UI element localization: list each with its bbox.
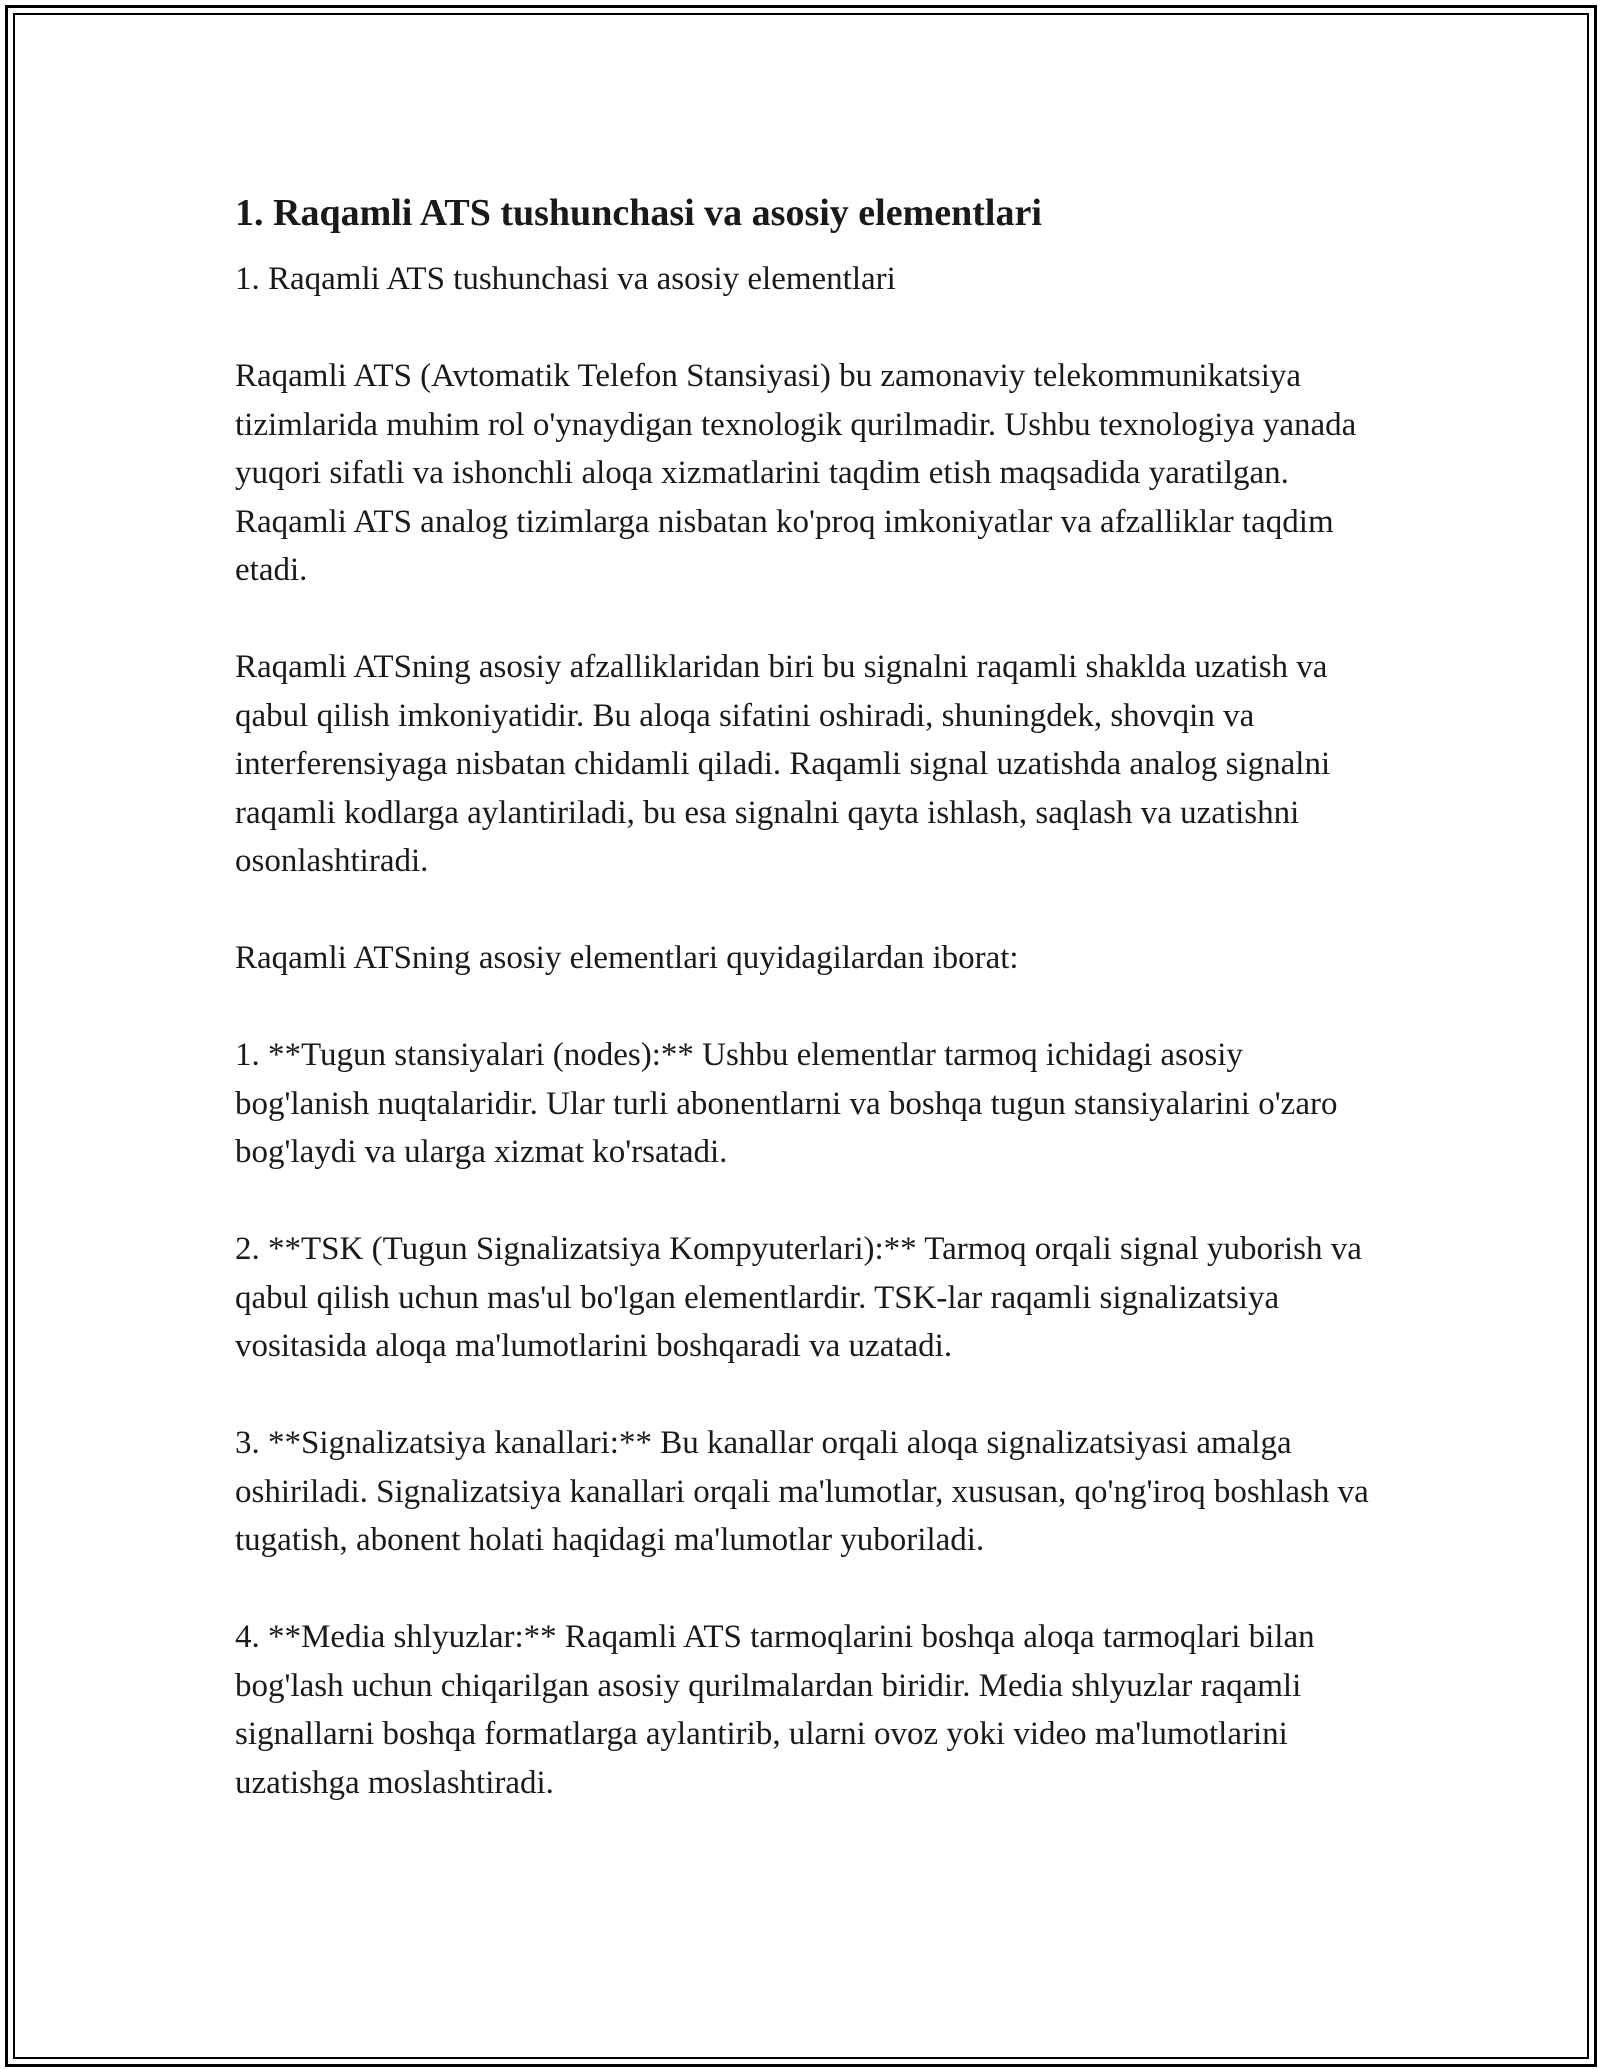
- elements-intro-paragraph: Raqamli ATSning asosiy elementlari quyidagilardan iborat:: [235, 940, 1019, 976]
- list-item-signaling-channels: 3. **Signalizatsiya kanallari:** Bu kanallar orqali aloqa signalizatsiyasi amalga oshiriladi. Signalizatsiya kanallari orqali ma'lumotlar, xususan, qo'ng'iroq boshlash va tugatish, abonent holati haqidagi ma'lumotlar yuboriladi.: [235, 1425, 1369, 1558]
- advantages-paragraph: Raqamli ATSning asosiy afzalliklaridan biri bu signalni raqamli shaklda uzatish va qabul qilish imkoniyatidir. Bu aloqa sifatini oshiradi, shuningdek, shovqin va interferensiyaga nisbatan chidamli qiladi. Raqamli signal uzatishda analog signalni raqamli kodlarga aylantiriladi, bu esa signalni qayta ishlash, saqlash va uzatishni osonlashtiradi.: [235, 649, 1331, 879]
- list-item-tsk: 2. **TSK (Tugun Signalizatsiya Kompyuterlari):** Tarmoq orqali signal yuborish va qabul qilish uchun mas'ul bo'lgan elementlardir. TSK-lar raqamli signalizatsiya vositasida aloqa ma'lumotlarini boshqaradi va uzatadi.: [235, 1231, 1362, 1364]
- list-item-nodes: 1. **Tugun stansiyalari (nodes):** Ushbu elementlar tarmoq ichidagi asosiy bog'lanish nuqtalaridir. Ular turli abonentlarni va boshqa tugun stansiyalarini o'zaro bog'laydi va ularga xizmat ko'rsatadi.: [235, 1037, 1338, 1170]
- section-heading-text: 1. Raqamli ATS tushunchasi va asosiy elementlari: [235, 261, 896, 297]
- intro-paragraph: Raqamli ATS (Avtomatik Telefon Stansiyasi) bu zamonaviy telekommunikatsiya tizimlarida muhim rol o'ynaydigan texnologik qurilmadir. Ushbu texnologiya yanada yuqori sifatli va ishonchli aloqa xizmatlarini taqdim etish maqsadida yaratilgan. Raqamli ATS analog tizimlarga nisbatan ko'proq imkoniyatlar va afzalliklar taqdim etadi.: [235, 358, 1357, 588]
- document-body: [235, 255, 1375, 1807]
- document-content: [235, 185, 1375, 1856]
- document-title: 1. Raqamli ATS tushunchasi va asosiy elementlari: [235, 192, 1042, 234]
- list-item-media-gateways: 4. **Media shlyuzlar:** Raqamli ATS tarmoqlarini boshqa aloqa tarmoqlari bilan bog'lash uchun chiqarilgan asosiy qurilmalardan biridir. Media shlyuzlar raqamli signallarni boshqa formatlarga aylantirib, ularni ovoz yoki video ma'lumotlarini uzatishga moslashtiradi.: [235, 1619, 1315, 1801]
